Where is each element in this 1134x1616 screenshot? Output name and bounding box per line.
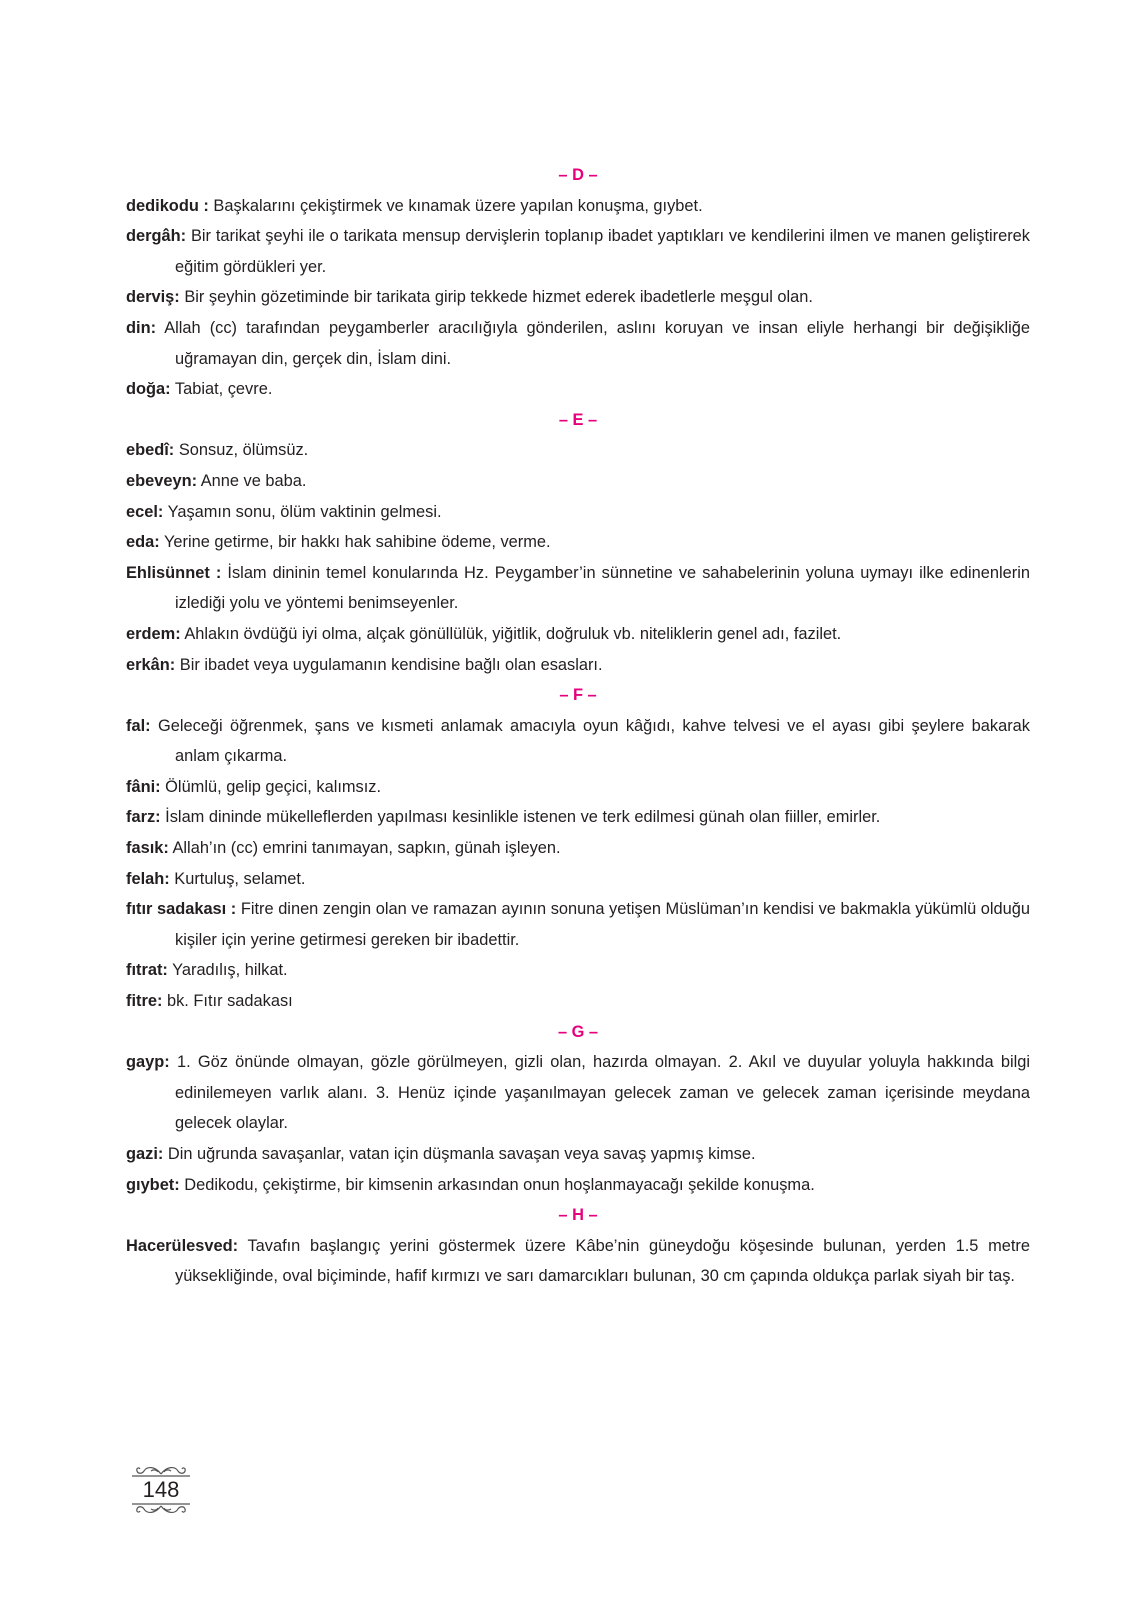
glossary-entry [126, 282, 1030, 313]
entry-definition: Allah (cc) tarafından peygamberler aracılığıyla gönderilen, aslını koruyan ve insan eliyle herhangi bir değişikliğe uğramayan din, gerçek din, İslam dini. [164, 318, 1030, 368]
glossary-entry [126, 650, 1030, 681]
entry-definition: 1. Göz önünde olmayan, gözle görülmeyen, gizli olan, hazırda olmayan. 2. Akıl ve duyular yoluyla hakkında bilgi edinilemeyen varlık alanı. 3. Henüz içinde yaşanılmayan gelecek zaman ve gelecek zaman içerisinde meydana gelecek olaylar. [175, 1053, 1030, 1133]
entry-term: erdem: [126, 624, 181, 643]
glossary-entry [126, 802, 1030, 833]
glossary-entry [126, 374, 1030, 405]
glossary-entry [126, 527, 1030, 558]
section-heading: – F – [559, 686, 597, 705]
entry-term: farz: [126, 808, 161, 827]
entry-term: fıtır sadakası : [126, 900, 237, 919]
section-f [126, 680, 1030, 1017]
section-heading: – G – [557, 1022, 599, 1041]
section-d [126, 160, 1030, 405]
entry-term: gıybet: [126, 1175, 180, 1194]
section-g [126, 1017, 1030, 1201]
entry-term: din: [126, 318, 157, 337]
entry-term: Ehlisünnet : [126, 563, 222, 582]
entry-definition: Geleceği öğrenmek, şans ve kısmeti anlamak amacıyla oyun kâğıdı, kahve telvesi ve el ayası gibi şeylere bakarak anlam çıkarma. [157, 716, 1030, 766]
entry-definition: Din uğrunda savaşanlar, vatan için düşmanla savaşan veya savaş yapmış kimse. [167, 1145, 756, 1163]
glossary-entry [126, 772, 1030, 803]
entry-term: fasık: [126, 839, 169, 858]
entry-definition: İslam dininde mükelleflerden yapılması kesinlikle istenen ve terk edilmesi günah olan fiiller, emirler. [165, 808, 881, 827]
glossary-entry [126, 833, 1030, 864]
entry-term: fâni: [126, 777, 161, 796]
glossary-entry [126, 955, 1030, 986]
glossary-entry [126, 1170, 1030, 1201]
entry-definition: Bir şeyhin gözetiminde bir tarikata girip tekkede hizmet ederek ibadetlerle meşgul olan. [184, 288, 813, 307]
section-heading: – H – [558, 1206, 598, 1225]
glossary-entry [126, 558, 1030, 619]
section-e [126, 405, 1030, 680]
section-heading: – D – [558, 166, 598, 184]
entry-term: eda: [126, 533, 160, 552]
entry-term: erkân: [126, 655, 176, 674]
entry-definition: Ahlakın övdüğü iyi olma, alçak gönüllülük, yiğitlik, doğruluk vb. niteliklerin genel adı, fazilet. [184, 624, 842, 643]
glossary-entry [126, 711, 1030, 772]
section-heading: – E – [558, 410, 598, 429]
glossary-entry [126, 221, 1030, 282]
entry-definition: Dedikodu, çekiştirme, bir kimsenin arkasından onun hoşlanmayacağı şekilde konuşma. [184, 1175, 815, 1194]
glossary-entry [126, 1047, 1030, 1139]
section-h [126, 1200, 1030, 1292]
entry-definition: Yaşamın sonu, ölüm vaktinin gelmesi. [167, 502, 442, 521]
scroll-ornament-icon [130, 1502, 192, 1518]
entry-term: gazi: [126, 1145, 164, 1163]
entry-definition: Kurtuluş, selamet. [174, 869, 306, 888]
glossary-entry [126, 435, 1030, 466]
entry-term: dergâh: [126, 227, 187, 246]
entry-term: fıtrat: [126, 961, 168, 980]
entry-definition: İslam dininin temel konularında Hz. Peygamber’in sünnetine ve sahabelerinin yoluna uymayı ilke edinenlerin izlediği yolu ve yöntemi benimseyenler. [175, 563, 1030, 613]
entry-definition: Ölümlü, gelip geçici, kalımsız. [165, 777, 382, 796]
entry-term: doğa: [126, 380, 171, 399]
entry-definition: Sonsuz, ölümsüz. [178, 441, 309, 460]
entry-term: gayp: [126, 1053, 170, 1072]
entry-term: Hacerülesved: [126, 1236, 239, 1255]
entry-term: fal: [126, 716, 151, 735]
entry-term: ebeveyn: [126, 471, 198, 490]
glossary-entry [126, 1139, 1030, 1170]
entry-term: felah: [126, 869, 170, 888]
glossary-entry [126, 864, 1030, 895]
entry-term: ecel: [126, 502, 164, 521]
glossary-entry [126, 466, 1030, 497]
entry-definition: Fitre dinen zengin olan ve ramazan ayının sonuna yetişen Müslüman’ın kendisi ve bakmakla yükümlü olduğu kişiler için yerine getirmesi gereken bir ibadettir. [175, 900, 1031, 949]
entry-definition: Tavafın başlangıç yerini göstermek üzere Kâbe’nin güneydoğu köşesinde bulunan, yerden 1.5 metre yüksekliğinde, oval biçiminde, hafif kırmızı ve sarı damarcıkları bulunan, 30 cm çapında oldukça parlak siyah bir taş. [175, 1236, 1030, 1286]
entry-definition: Anne ve baba. [200, 471, 307, 490]
glossary-entry [126, 1231, 1030, 1292]
entry-definition: Yaradılış, hilkat. [172, 961, 288, 980]
glossary-entry [126, 619, 1030, 650]
page-number: 148 [142, 1477, 180, 1502]
entry-definition: Bir ibadet veya uygulamanın kendisine bağlı olan esasları. [179, 655, 603, 674]
glossary-entry [126, 894, 1030, 955]
entry-term: derviş: [126, 288, 180, 307]
entry-term: ebedî: [126, 441, 175, 460]
entry-definition: Tabiat, çevre. [174, 380, 273, 399]
entry-definition: Bir tarikat şeyhi ile o tarikata mensup dervişlerin toplanıp ibadet yaptıkları ve kendilerini ilmen ve manen geliştirerek eğitim gördükleri yer. [175, 227, 1030, 276]
page-footer [128, 1460, 194, 1520]
entry-term: dedikodu : [126, 196, 209, 215]
glossary-entry [126, 497, 1030, 528]
glossary-entry [126, 191, 1030, 222]
entry-term: fitre: [126, 992, 163, 1011]
entry-definition: bk. Fıtır sadakası [167, 992, 293, 1011]
entry-definition: Başkalarını çekiştirmek ve kınamak üzere yapılan konuşma, gıybet. [213, 196, 703, 215]
glossary [126, 160, 1030, 1292]
entry-definition: Yerine getirme, bir hakkı hak sahibine ödeme, verme. [163, 533, 551, 552]
glossary-entry [126, 313, 1030, 374]
glossary-entry [126, 986, 1030, 1017]
entry-definition: Allah’ın (cc) emrini tanımayan, sapkın, günah işleyen. [172, 839, 561, 858]
